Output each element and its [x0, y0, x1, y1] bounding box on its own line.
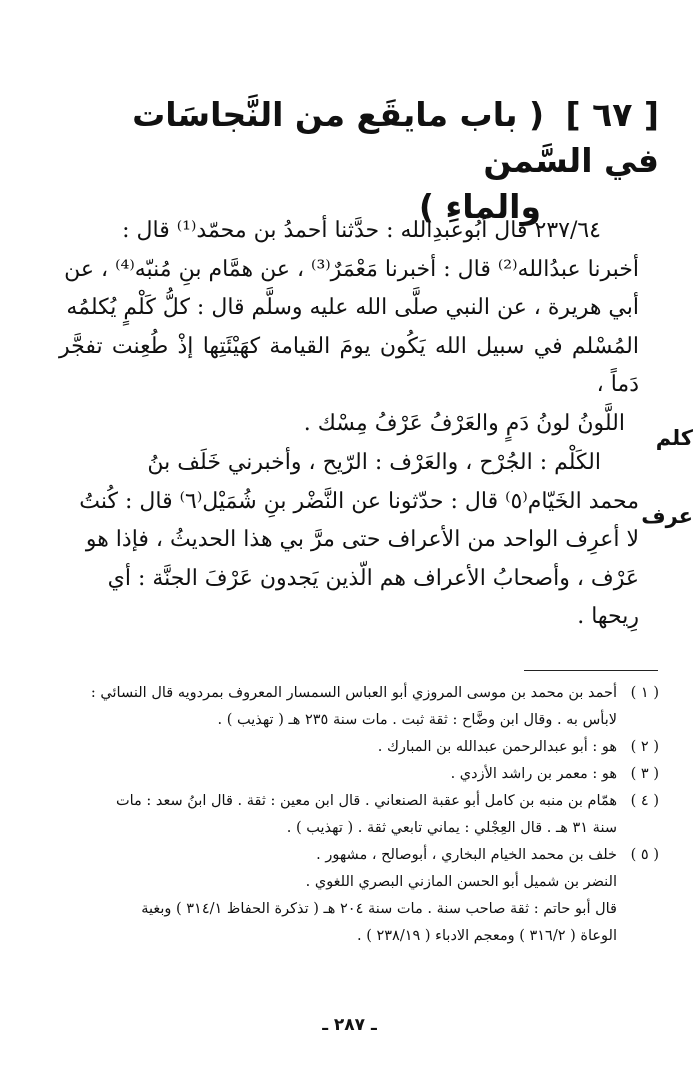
chapter-number: [ ٦٧ ]: [565, 95, 659, 134]
footnote-4: [39, 788, 659, 842]
chapter-title: ( باب مايقَع من النَّجاسَات في السَّمن: [132, 95, 659, 180]
footnote-3: [39, 761, 659, 788]
footnote-number: ( ٤ ): [630, 793, 659, 809]
page-number: ـ ٢٨٧ ـ: [322, 1015, 377, 1035]
chapter-heading: [99, 92, 659, 230]
footnote-line: سنة ٣١ هـ . قال العِجْلي : يماني تابعي ثقة . ( تهذيب ) .: [286, 820, 617, 836]
footnote-line: لابأس به . وقال ابن وضَّاح : ثقة ثبت . مات سنة ٢٣٥ هـ ( تهذيب ) .: [217, 712, 617, 728]
text-line: لا أعرِف الواحد من الأعراف حتى مرَّ بي هذا الحديثُ ، فإذا هو: [85, 527, 639, 552]
footnote-line: قال أبو حاتم : ثقة صاحب سنة . مات سنة ٢٠٤ هـ ( تذكرة الحفاظ ٣١٤/١ ) وبغية: [141, 901, 617, 917]
footnote-number: ( ٢ ): [630, 739, 659, 755]
margin-gloss-kalm: كلم: [655, 426, 693, 450]
footnote-line: الوعاة ( ٣١٦/٢ ) ومعجم الادباء ( ٢٣٨/١٩ ) .: [356, 928, 617, 944]
text-line: محمد الخَيّام⁽٥⁾ قال : حدّثونا عن النَّضْر بنِ شُمَيْل⁽٦⁾ قال : كُنتُ: [79, 488, 639, 514]
chapter-title-line2: والماءِ ): [418, 187, 541, 226]
text-line: رِيحها .: [577, 604, 639, 629]
margin-gloss-arf: عرف: [641, 504, 693, 528]
chapter-heading-line1: [99, 92, 659, 184]
text-line: أبي هريرة ، عن النبي صلَّى الله عليه وسلَّم قال : كلُّ كَلْمٍ يُكلمُه: [66, 295, 639, 320]
footnote-line: همّام بن منبه بن كامل أبو عقبة الصنعاني . قال ابن معين : ثقة . قال ابنُ سعد : مات: [115, 793, 617, 809]
footnotes: [39, 680, 659, 950]
footnote-number: ( ٥ ): [630, 847, 659, 863]
main-text: [59, 212, 639, 637]
footnote-5: [39, 842, 659, 950]
footnote-line: خلف بن محمد الخيام البخاري ، أبوصالح ، مشهور .: [316, 847, 617, 863]
footnote-line: هو : أبو عبدالرحمن عبدالله بن المبارك .: [377, 739, 617, 755]
footnote-number: ( ٣ ): [630, 766, 659, 782]
text-line: الكَلْم : الجُرْح ، والعَرْف : الرّيح ، وأخبرني خَلَف بنُ: [147, 450, 601, 475]
footnote-number: ( ١ ): [630, 685, 659, 701]
text-line: عَرْف ، وأصحابُ الأعراف هم الّذين يَجدون عَرْفَ الجنَّة : أي: [107, 565, 639, 591]
footnote-2: [39, 734, 659, 761]
text-line: المُسْلم في سبيل الله يَكُون يومَ القيامة كهَيْئَتِها إذْ طُعِنت تفجَّر دَماً ،: [59, 333, 639, 397]
footnote-separator: [524, 670, 658, 671]
text-line: أخبرنا عبدُالله⁽²⁾ قال : أخبرنا مَعْمَرٌ⁽³⁾ ، عن همَّام بنِ مُنبّه⁽⁴⁾ ، عن: [64, 256, 639, 282]
text-line: ٢٣٧/٦٤ قال أبُوعبدِالله : حدَّثنا أحمدُ بن محمّد⁽¹⁾ قال :: [122, 218, 601, 243]
footnote-line: هو : معمر بن راشد الأزدي .: [450, 766, 617, 782]
footnote-1: [39, 680, 659, 734]
footnote-line: النضر بن شميل أبو الحسن المازني البصري اللغوي .: [305, 874, 617, 890]
footnote-line: أحمد بن محمد بن موسى المروزي أبو العباس السمسار المعروف بمردويه قال النسائي :: [90, 685, 617, 701]
text-line: اللَّونُ لونُ دَمٍ والعَرْفُ عَرْفُ مِسْك .: [303, 410, 625, 436]
